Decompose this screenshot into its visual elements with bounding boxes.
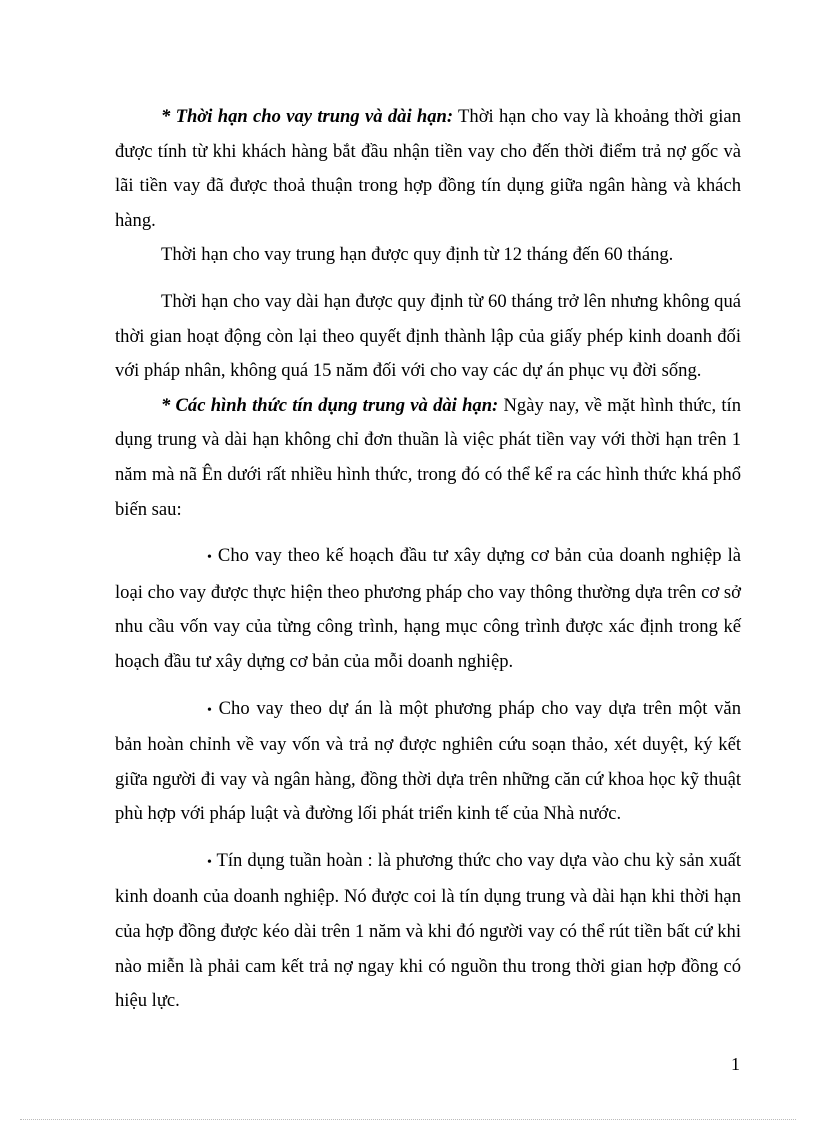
heading-credit-forms: * Các hình thức tín dụng trung và dài hạn: [161, 394, 499, 416]
bullet-item-project-loan [115, 692, 741, 832]
bullet-item-capital-construction [115, 539, 741, 679]
bullet-item-text: Tín dụng tuần hoàn : là phương thức cho vay dựa vào chu kỳ sản xuất kinh doanh của doanh nghiệp. Nó được coi là tín dụng trung và dài hạn khi thời hạn của hợp đồng được kéo dài trên 1 năm và khi đó người vay có thể rút tiền bất cứ khi nào miễn là phải cam kết trả nợ ngay khi có nguồn thu trong thời gian hợp đồng có hiệu lực. [115, 849, 741, 1012]
paragraph-credit-forms-text: Ngày nay, về mặt hình thức, tín dụng trung và dài hạn không chỉ đơn thuần là việc phát tiền vay với thời hạn trên 1 năm mà nã Ên dưới rất nhiều hình thức, trong đó có thể kể ra các hình thức khá phổ biến sau: [115, 394, 741, 520]
bullet-item-text: Cho vay theo dự án là một phương pháp cho vay dựa trên một văn bản hoàn chỉnh về vay vốn và trả nợ được nghiên cứu soạn thảo, xét duyệt, ký kết giữa người đi vay và ngân hàng, đồng thời dựa trên những căn cứ khoa học kỹ thuật phù hợp với pháp luật và đường lối phát triển kinh tế của Nhà nước. [115, 697, 741, 825]
paragraph-medium-term: Thời hạn cho vay trung hạn được quy định từ 12 tháng đến 60 tháng. [161, 244, 674, 266]
paragraph-loan-term [115, 100, 741, 238]
bullet-icon: • [207, 702, 212, 718]
page-number: 1 [731, 1054, 740, 1074]
paragraph-loan-term-text: Thời hạn cho vay là khoảng thời gian được tính từ khi khách hàng bắt đầu nhận tiền vay cho đến thời điểm trả nợ gốc và lãi tiền vay đã được thoả thuận trong hợp đồng tín dụng giữa ngân hàng và khách hàng. [115, 106, 741, 231]
bullet-item-text: Cho vay theo kế hoạch đầu tư xây dựng cơ bản của doanh nghiệp là loại cho vay được thực hiện theo phương pháp cho vay thông thường dựa trên cơ sở nhu cầu vốn vay của từng công trình, hạng mục công trình được xác định trong kế hoạch đầu tư xây dựng cơ bản của mỗi doanh nghiệp. [115, 545, 741, 672]
bullet-item-revolving-credit [115, 844, 741, 1019]
paragraph-long-term: Thời hạn cho vay dài hạn được quy định từ 60 tháng trở lên nhưng không quá thời gian hoạt động còn lại theo quyết định thành lập của giấy phép kinh doanh đối với pháp nhân, không quá 15 năm đối với cho vay các dự án phục vụ đời sống. [115, 290, 741, 382]
bullet-icon: • [207, 550, 212, 566]
page-bottom-divider [20, 1119, 796, 1120]
document-body [115, 100, 741, 1019]
paragraph-credit-forms [115, 389, 741, 527]
heading-loan-term: * Thời hạn cho vay trung và dài hạn: [161, 106, 454, 127]
bullet-icon: • [207, 854, 212, 870]
